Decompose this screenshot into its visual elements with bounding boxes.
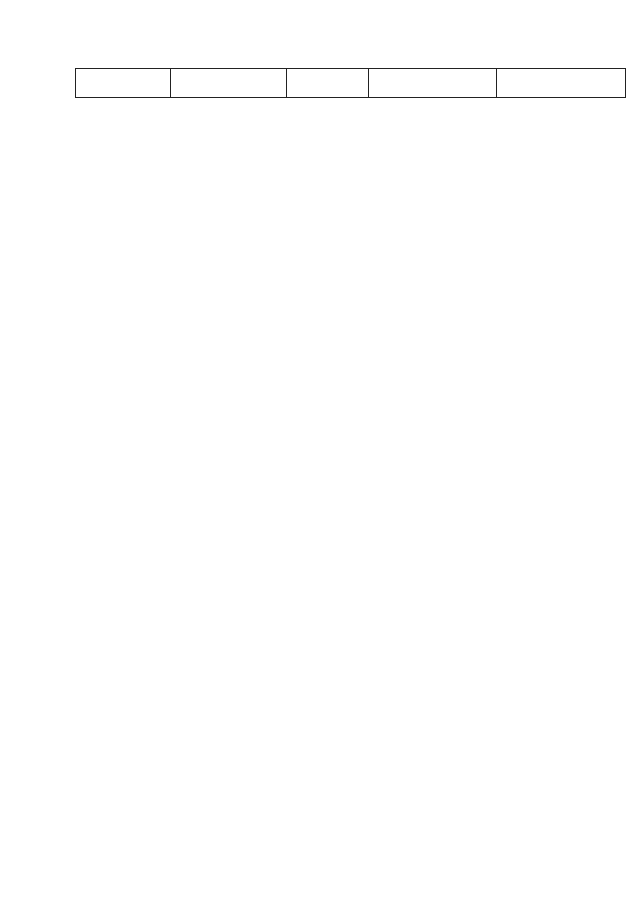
coordinates-table-wrapper — [75, 68, 625, 98]
header-y — [497, 69, 626, 98]
header-angles — [171, 69, 287, 98]
table-header — [76, 69, 626, 98]
header-row — [76, 69, 626, 98]
header-name — [76, 69, 171, 98]
coordinates-table — [75, 68, 626, 98]
header-x — [369, 69, 497, 98]
header-length — [287, 69, 369, 98]
